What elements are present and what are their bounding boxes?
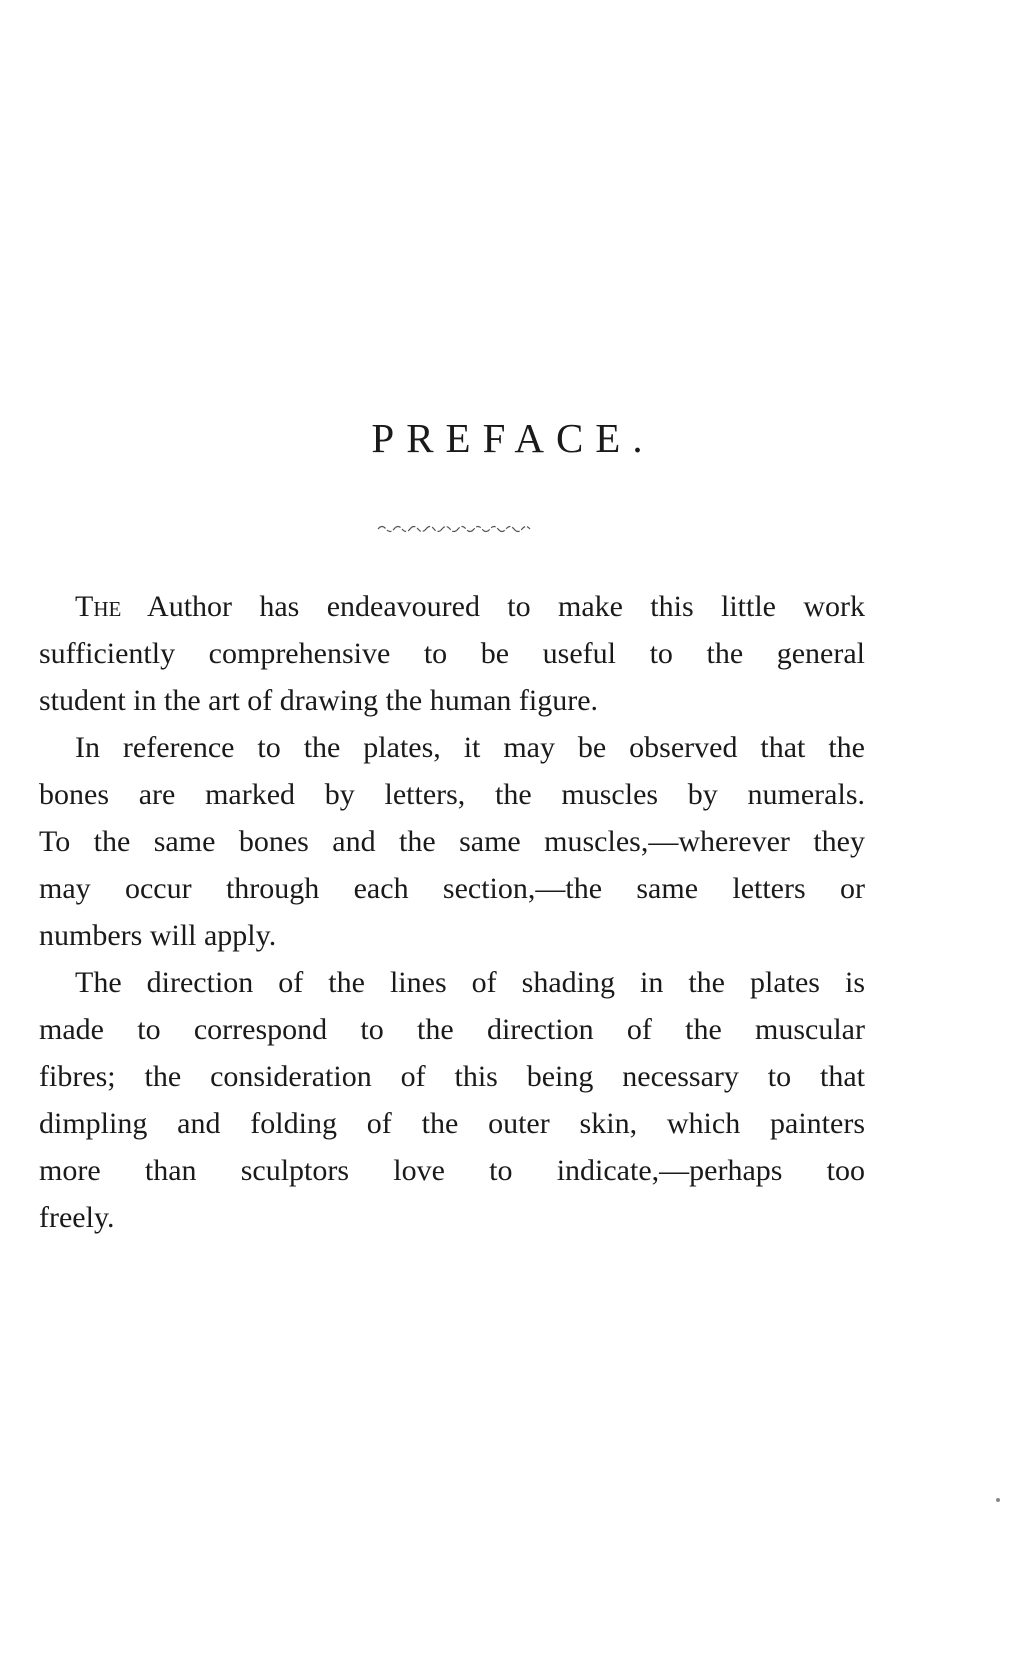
text-line: more than sculptors love to indicate,—perhaps too (39, 1154, 865, 1187)
preface-body (39, 583, 865, 1241)
paragraph-2 (39, 724, 865, 959)
text-line: freely. (39, 1201, 115, 1234)
text-line: student in the art of drawing the human figure. (39, 684, 599, 717)
text-line: sufficiently comprehensive to be useful to the general (39, 637, 865, 670)
ornament-divider (376, 522, 534, 534)
text-line: fibres; the consideration of this being necessary to that (39, 1060, 865, 1093)
paper-speck (996, 1498, 1000, 1502)
text-line: may occur through each section,—the same letters or (39, 872, 865, 905)
page-title: PREFACE. (371, 415, 655, 461)
text-line: dimpling and folding of the outer skin, which painters (39, 1107, 865, 1140)
paragraph-3 (39, 959, 865, 1241)
text-line: In reference to the plates, it may be observed that the (75, 731, 865, 764)
lead-word: The (75, 590, 122, 623)
text-line: bones are marked by letters, the muscles by numerals. (39, 778, 865, 811)
text-line: To the same bones and the same muscles,—wherever they (39, 825, 865, 858)
text-line: made to correspond to the direction of the muscular (39, 1013, 865, 1046)
paragraph-1 (39, 583, 865, 724)
line-text: Author has endeavoured to make this little work (121, 590, 865, 623)
text-line: The direction of the lines of shading in the plates is (75, 966, 865, 999)
text-line (39, 583, 865, 630)
text-line: numbers will apply. (39, 919, 277, 952)
